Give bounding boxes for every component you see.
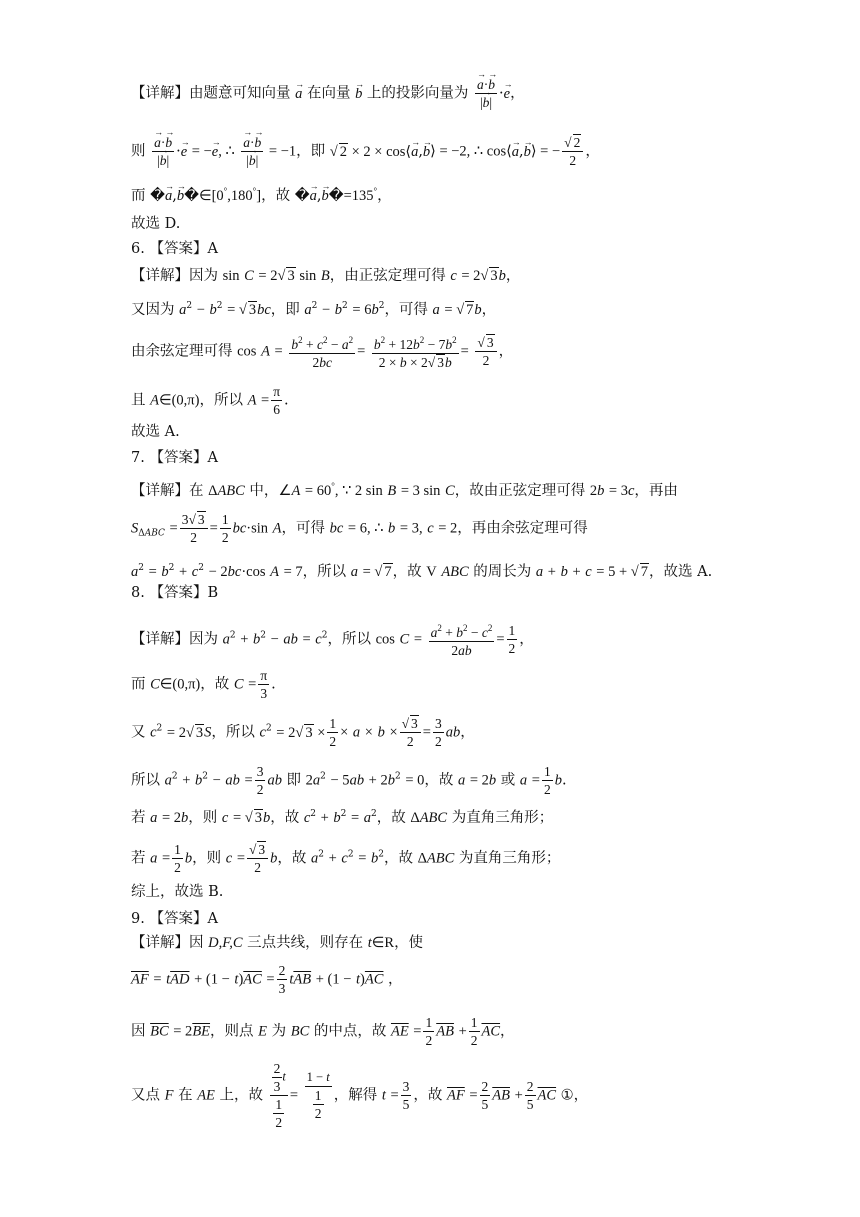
solution-line: 若 a = $\frac{1}{2}$ b，则 c = $\frac{√ 3}{2}$ b，故 $a^2 + c^2 = b^2$，故 ΔABC 为直角三角形；	[131, 842, 561, 875]
solution-line: 若 a = 2b，则 c = √ 3b，故 $c^2 + b^2 = a^2$，故 ΔABC 为直角三角形；	[131, 809, 554, 826]
answer-heading: 7. 【答案】A	[131, 450, 218, 466]
solution-line: $\overline{AF} = t\overline{AD} + (1 - t)\overline{AC}$ = $\frac{2}{3}$ $t\overline{AB} + (1 - t)\overline{AC}$ ，	[131, 963, 403, 996]
answer-heading: 9. 【答案】A	[131, 911, 218, 927]
solution-line: 而 �→ a,→ b�∈[0°,180°]，故 �→ a,→ b�=135°，	[131, 181, 392, 206]
solution-line: 且 A∈(0,π)，所以 A = $\frac{\pi}{6}$ .	[131, 384, 289, 417]
solution-line: 故选 D.	[131, 216, 181, 232]
solution-line: 【详解】因为 $a^2 + b^2$ − ab = $c^2$，所以 cos C = $\frac{a^2 + b^2 - c^2}{2ab}$ = $\frac{1}{2}$ ，	[131, 620, 534, 659]
solution-line: 由余弦定理可得 cos A = $\frac{b^2 + c^2 - a^2}{2bc}$ = $\frac{b^2 + 12b^2 - 7b^2}{2 \times b \times 2√ 3b}$ = $\frac{√ 3}{2}$ ，	[131, 332, 513, 371]
solution-line: 【详解】因为 sin C = 2√ 3 sin B，由正弦定理可得 c = 2√ 3b，	[131, 268, 521, 284]
solution-line: 【详解】由题意可知向量 → a 在向量 → b 上的投影向量为 → $\frac{a\cdot\to b}{|\to b|}$ ·→ e，	[131, 76, 525, 111]
solution-line: $a^2 = b^2 + c^2 - 2bc\cdot\cos$ A = 7，所以 a = √ 7，故 V ABC 的周长为 a + b + c = 5 + √ 7，故选 A.	[131, 563, 713, 580]
solution-line: 所以 $a^2 + b^2$ − ab = $\frac{3}{2}$ ab 即 $2a^2 - 5ab + 2b^2 = 0$，故 a = 2b 或 a = $\frac{1}{2}$ b.	[131, 764, 567, 797]
solution-line: 又 $c^2 = 2√$ 3S，所以 $c^2 = 2√$ 3 × $\frac{1}{2}$ × a × b × $\frac{√ 3}{2}$ = $\frac{3}{2}$ ab，	[131, 716, 475, 749]
solution-line: 又点 F 在 AE 上，故 $\frac{2}{3}$ t $\frac{1}{2}$ = $\frac{1 - t}{\frac{1}{2}}$ ，解得 t = $\frac{3}{5}$ ，故 $\overline{AF}$ = $\frac{2}{5}$ $\overline{AB}$ + $\frac{2}{5}$ $\overline{AC}$ ①，	[131, 1061, 589, 1130]
solution-line: 【详解】因 D,F,C 三点共线，则存在 t∈R，使	[131, 935, 424, 951]
answer-heading: 8. 【答案】B	[131, 585, 219, 601]
solution-line: $S_{\Delta ABC}$ = $\frac{3√ 3}{2}$ = $\frac{1}{2}$ bc·sin A，可得 bc = 6, ∴ b = 3, c = 2，再由余弦定理可得	[131, 512, 588, 545]
answer-heading: 6. 【答案】A	[131, 241, 218, 257]
solution-line: 【详解】在 ΔABC 中，∠A = 60°, ∵ 2 sin B = 3 sin C，故由正弦定理可得 2b = 3c，再由	[131, 481, 678, 499]
solution-line: 而 C∈(0,π)，故 C = $\frac{\pi}{3}$ .	[131, 668, 276, 701]
solution-line: 故选 A.	[131, 424, 180, 440]
solution-line: 则 → $\frac{a\cdot\to b}{|\to b|}$ ·→ e = −→ e, ∴ → $\frac{a\cdot\to b}{|\to b|}$ = −1，即 √ 2 × 2 × cos⟨→ a,→ b⟩ = −2, ∴ cos⟨→ a,→ b⟩ = − $\frac{√ 2}{2}$ ，	[131, 134, 600, 169]
solution-line: 因 $\overline{BC} = 2\overline{BE}$，则点 E 为 BC 的中点，故 $\overline{AE}$ = $\frac{1}{2}$ $\overline{AB}$ + $\frac{1}{2}$ $\overline{AC}$，	[131, 1015, 515, 1048]
solution-line: 又因为 $a^2 - b^2$ = √ 3bc，即 $a^2 - b^2 = 6b^2$，可得 a = √ 7b，	[131, 301, 497, 318]
solution-line: 综上，故选 B.	[131, 884, 224, 900]
